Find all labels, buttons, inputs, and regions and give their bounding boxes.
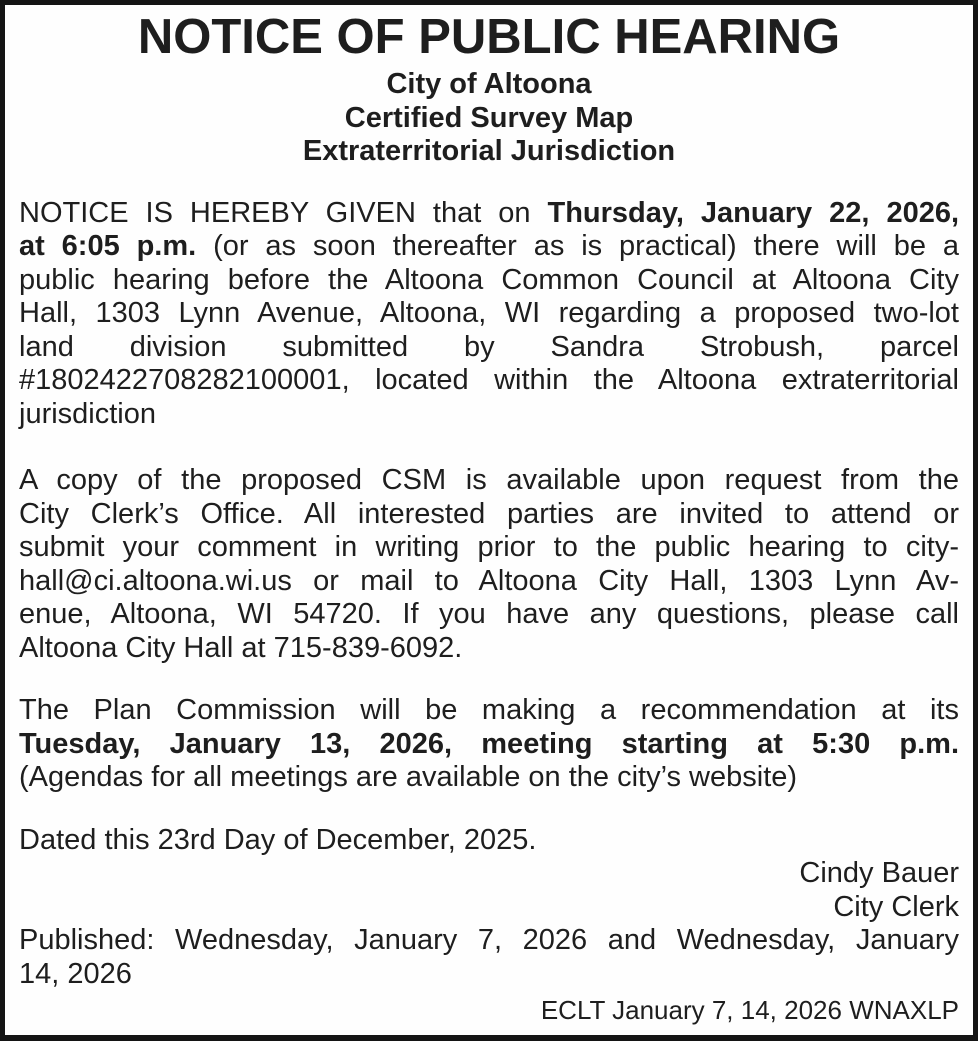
paragraph-line-parcel-number: #1802422708282100001, located within the Altoona extraterritorial <box>19 364 959 396</box>
paragraph-plan-commission <box>19 694 959 795</box>
paragraph-line <box>19 230 959 264</box>
paragraph-hearing-details <box>19 197 959 432</box>
published-line-wrap: 14, 2026 <box>19 957 132 990</box>
notice-title: NOTICE OF PUBLIC HEARING <box>137 10 841 64</box>
hearing-line2-text: (or as soon thereafter as is practical) there will be a <box>213 230 959 262</box>
paragraph-line: Hall, 1303 Lynn Avenue, Altoona, WI regarding a proposed two-lot <box>19 297 959 329</box>
paragraph-line-email: hall@ci.altoona.wi.us or mail to Altoona City Hall, 1303 Lynn Av- <box>19 564 959 597</box>
paragraph-line: The Plan Commission will be making a recommendation at its <box>19 694 959 726</box>
publication-code: ECLT January 7, 14, 2026 WNAXLP <box>540 995 959 1025</box>
paragraph-csm-copy-info <box>19 464 959 665</box>
paragraph-line-meeting-date-bold: Tuesday, January 13, 2026, meeting starting at 5:30 p.m. <box>19 727 959 760</box>
subtitle-extraterritorial-jurisdiction: Extraterritorial Jurisdiction <box>302 135 676 167</box>
paragraph-line: enue, Altoona, WI 54720. If you have any questions, please call <box>19 598 959 630</box>
paragraph-line-phone: Altoona City Hall at 715-839-6092. <box>19 631 463 664</box>
signature-title: City Clerk <box>833 890 959 923</box>
hearing-intro-text: NOTICE IS HEREBY GIVEN that on <box>19 196 548 229</box>
subtitle-city: City of Altoona <box>386 68 592 100</box>
paragraph-line: submit your comment in writing prior to the public hearing to city- <box>19 531 959 563</box>
subtitle-certified-survey-map: Certified Survey Map <box>344 101 634 134</box>
paragraph-line: jurisdiction <box>19 397 156 430</box>
closing-block <box>19 824 959 992</box>
hearing-date-bold: Thursday, January 22, 2026, <box>547 196 960 229</box>
signature-name: Cindy Bauer <box>799 857 959 889</box>
paragraph-line: A copy of the proposed CSM is available upon request from the <box>19 464 959 496</box>
paragraph-line <box>19 197 959 231</box>
hearing-time-bold: at 6:05 p.m. <box>19 230 214 262</box>
paragraph-line-agendas-note: (Agendas for all meetings are available on the city’s website) <box>19 761 798 793</box>
notice-subtitle-block <box>19 68 959 169</box>
paragraph-line: public hearing before the Altoona Common Council at Altoona City <box>19 263 959 296</box>
paragraph-line: City Clerk’s Office. All interested parties are invited to attend or <box>19 497 959 530</box>
dated-line: Dated this 23rd Day of December, 2025. <box>19 823 537 856</box>
paragraph-line: land division submitted by Sandra Strobush, parcel <box>19 330 959 363</box>
published-line: Published: Wednesday, January 7, 2026 and Wednesday, January <box>19 924 959 956</box>
